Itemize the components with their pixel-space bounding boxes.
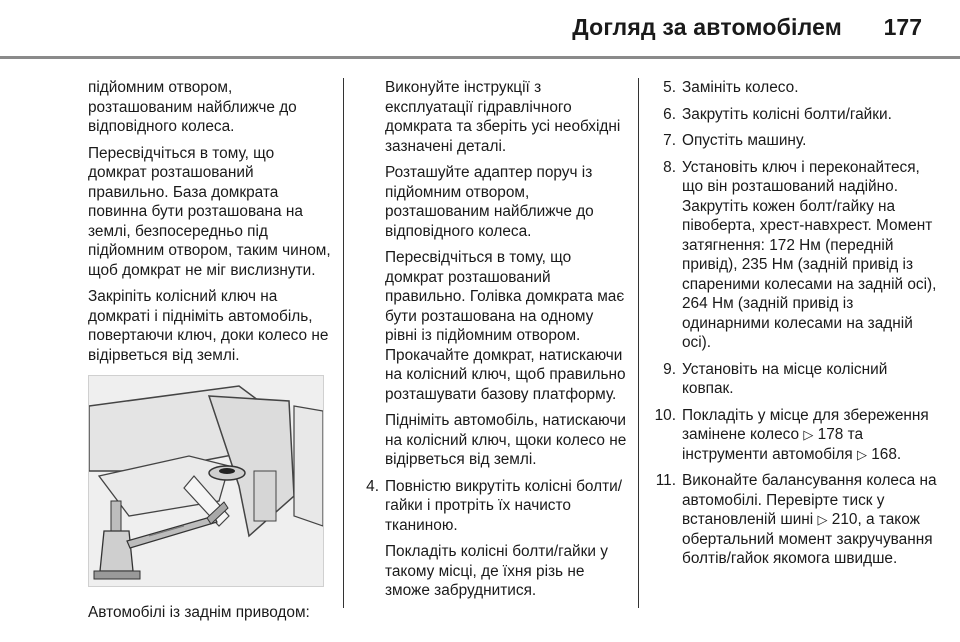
list-number: 8.: [663, 158, 676, 176]
list-item: [650, 406, 942, 465]
list-text: Замініть колесо.: [682, 79, 799, 96]
list-number: 10.: [654, 406, 676, 424]
page-number: 177: [883, 14, 922, 40]
paragraph: Виконуйте інструкції з експлуатації гідравлічного домкрата та зберіть усі необхідні зазначені деталі.: [385, 79, 621, 155]
page-reference-icon: ▷: [856, 446, 867, 462]
page-title: Догляд за автомобілем: [572, 14, 842, 40]
list-item: [650, 471, 942, 569]
list-item: [355, 477, 627, 608]
paragraph: підйомним отвором, розташованим найближче до відповідного колеса.: [88, 79, 297, 135]
list-item: [650, 78, 942, 98]
column-divider-1: [343, 78, 344, 608]
list-text: Опустіть машину.: [682, 132, 807, 149]
page-reference[interactable]: 168.: [871, 445, 902, 463]
paragraph: Пересвідчіться в тому, що домкрат розташований правильно. Голівка домкрата має бути розташована на одному рівні із підйомним отвором. Прокачайте домкрат, натискаючи на колісний ключ, щоб правильно розташувати базову платформу.: [385, 249, 626, 403]
page-reference-icon: ▷: [817, 512, 828, 527]
list-text: Установіть ключ і переконайтеся, що він розташований надійно. Закрутіть кожен болт/гайку на півоберта, хрест-навхрест. Момент затягнення: 172 Нм (передній привід), 235 Нм (задній привід із спареними колесами на задній осі), 264 Нм (задній привід із одинарними колесами на задній осі).: [682, 158, 937, 351]
paragraph: Розташуйте адаптер поруч із підйомним отвором, розташованим найближче до відповідного колеса.: [385, 164, 594, 240]
list-number: 4.: [366, 477, 379, 495]
jack-illustration: [88, 375, 324, 587]
list-item: [650, 158, 942, 353]
header-divider: [0, 56, 960, 59]
page-header: [0, 0, 960, 60]
column-3: [650, 78, 942, 576]
list-text: Установіть на місце колісний ковпак.: [682, 360, 888, 397]
list-item: [650, 360, 942, 399]
list-text: Покладіть у місце для збереження замінене колесо: [682, 406, 929, 443]
list-number: 5.: [663, 79, 676, 96]
list-item: [650, 131, 942, 151]
list-number: 11.: [655, 472, 676, 489]
list-text: Повністю викрутіть колісні болти/гайки і протріть їх начисто тканиною.: [385, 477, 623, 534]
page-reference[interactable]: 210, а також обертальний момент закручування болтів/гайок якомога швидше.: [682, 511, 933, 567]
list-text: Виконайте балансування колеса на автомобілі. Перевірте тиск у встановленій шині: [682, 472, 937, 528]
paragraph: Пересвідчіться в тому, що домкрат розташований правильно. База домкрата повинна бути розташована на землі, безпосередньо під підйомним отвором, таким чином, щоб домкрат не міг вислизнути.: [88, 144, 331, 279]
list-subtext: Покладіть колісні болти/гайки у такому місці, де їхня різь не зможе забруднитися.: [385, 543, 608, 599]
list-item: [650, 105, 942, 125]
paragraph: Закріпіть колісний ключ на домкраті і підніміть автомобіль, повертаючи ключ, доки колесо не відірветься від землі.: [88, 288, 329, 364]
jack-illustration-drawing: [89, 376, 323, 586]
list-number: 7.: [663, 132, 676, 149]
paragraph: Підніміть автомобіль, натискаючи на колісний ключ, щоки колесо не відірветься від землі.: [385, 412, 627, 468]
page-reference-icon: ▷: [803, 427, 814, 442]
list-text: Закрутіть колісні болти/гайки.: [682, 105, 892, 123]
figure-caption: Автомобілі із заднім приводом:: [88, 604, 310, 621]
column-2: [355, 78, 627, 615]
column-divider-2: [638, 78, 639, 608]
page-reference[interactable]: 178 та інструменти автомобіля: [682, 426, 864, 463]
list-number: 6.: [663, 105, 676, 123]
column-1: [88, 78, 336, 630]
list-number: 9.: [663, 360, 676, 378]
